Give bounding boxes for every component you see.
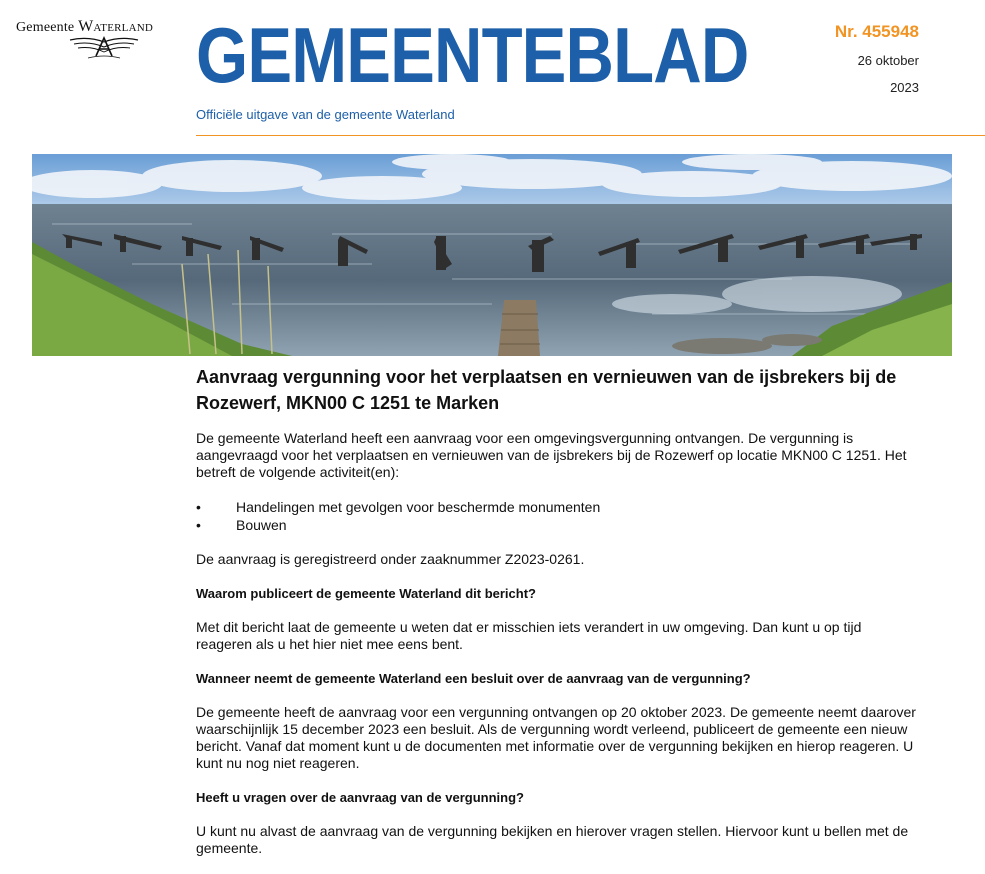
masthead-subtitle: Officiële uitgave van de gemeente Waterland <box>196 107 455 122</box>
logo-name: Waterland <box>78 18 154 35</box>
issue-date: 26 oktober <box>857 53 919 68</box>
article-intro: De gemeente Waterland heeft een aanvraag voor een omgevingsvergunning ontvangen. De vergunning is aangevraagd voor het verplaatsen en vernieuwen van de ijsbrekers bij de Rozewerf op locatie MKN00 C 1251. Het betreft de volgende activiteit(en): <box>196 430 907 480</box>
case-number: De aanvraag is geregistreerd onder zaaknummer Z2023-0261. <box>196 551 585 567</box>
bullet-icon: • <box>196 517 201 533</box>
logo-prefix: Gemeente <box>16 20 75 35</box>
banner-photo <box>32 154 952 356</box>
logo-wordmark <box>16 18 176 36</box>
masthead-title: GEMEENTEBLAD <box>196 11 749 99</box>
header-divider <box>196 135 985 136</box>
section-body-questions: U kunt nu alvast de aanvraag van de vergunning bekijken en hierover vragen stellen. Hiervoor kunt u bellen met de gemeente. <box>196 823 909 856</box>
section-body-why: Met dit bericht laat de gemeente u weten dat er misschien iets verandert in uw omgeving. Dan kunt u op tijd reageren als u het hier niet mee eens bent. <box>196 619 862 652</box>
list-item <box>196 516 921 534</box>
section-body-when: De gemeente heeft de aanvraag voor een vergunning ontvangen op 20 oktober 2023. De gemeente neemt daarover waarschijnlijk 15 december 2023 een besluit. Als de vergunning wordt verleend, publiceert de gemeente een nieuw bericht. Vanaf dat moment kunt u de documenten met informatie over de vergunning bekijken en hierop reageren. U kunt nu nog niet reageren. <box>196 704 916 771</box>
article <box>196 364 921 874</box>
municipality-logo <box>16 18 176 62</box>
list-item-text: Bouwen <box>236 517 287 533</box>
logo-emblem-icon <box>68 36 140 60</box>
issue-year: 2023 <box>890 80 919 95</box>
section-heading-why: Waarom publiceert de gemeente Waterland dit bericht? <box>196 586 536 601</box>
section-heading-when: Wanneer neemt de gemeente Waterland een besluit over de aanvraag van de vergunning? <box>196 671 751 686</box>
bullet-icon: • <box>196 499 201 515</box>
article-title: Aanvraag vergunning voor het verplaatsen en vernieuwen van de ijsbrekers bij de Rozewerf, MKN00 C 1251 te Marken <box>196 367 897 413</box>
list-item-text: Handelingen met gevolgen voor beschermde monumenten <box>236 499 601 515</box>
issue-number: Nr. 455948 <box>834 22 919 41</box>
activity-list <box>196 498 921 534</box>
section-heading-questions: Heeft u vragen over de aanvraag van de vergunning? <box>196 790 524 805</box>
list-item <box>196 498 921 516</box>
lake-icebreakers-image <box>32 154 952 356</box>
